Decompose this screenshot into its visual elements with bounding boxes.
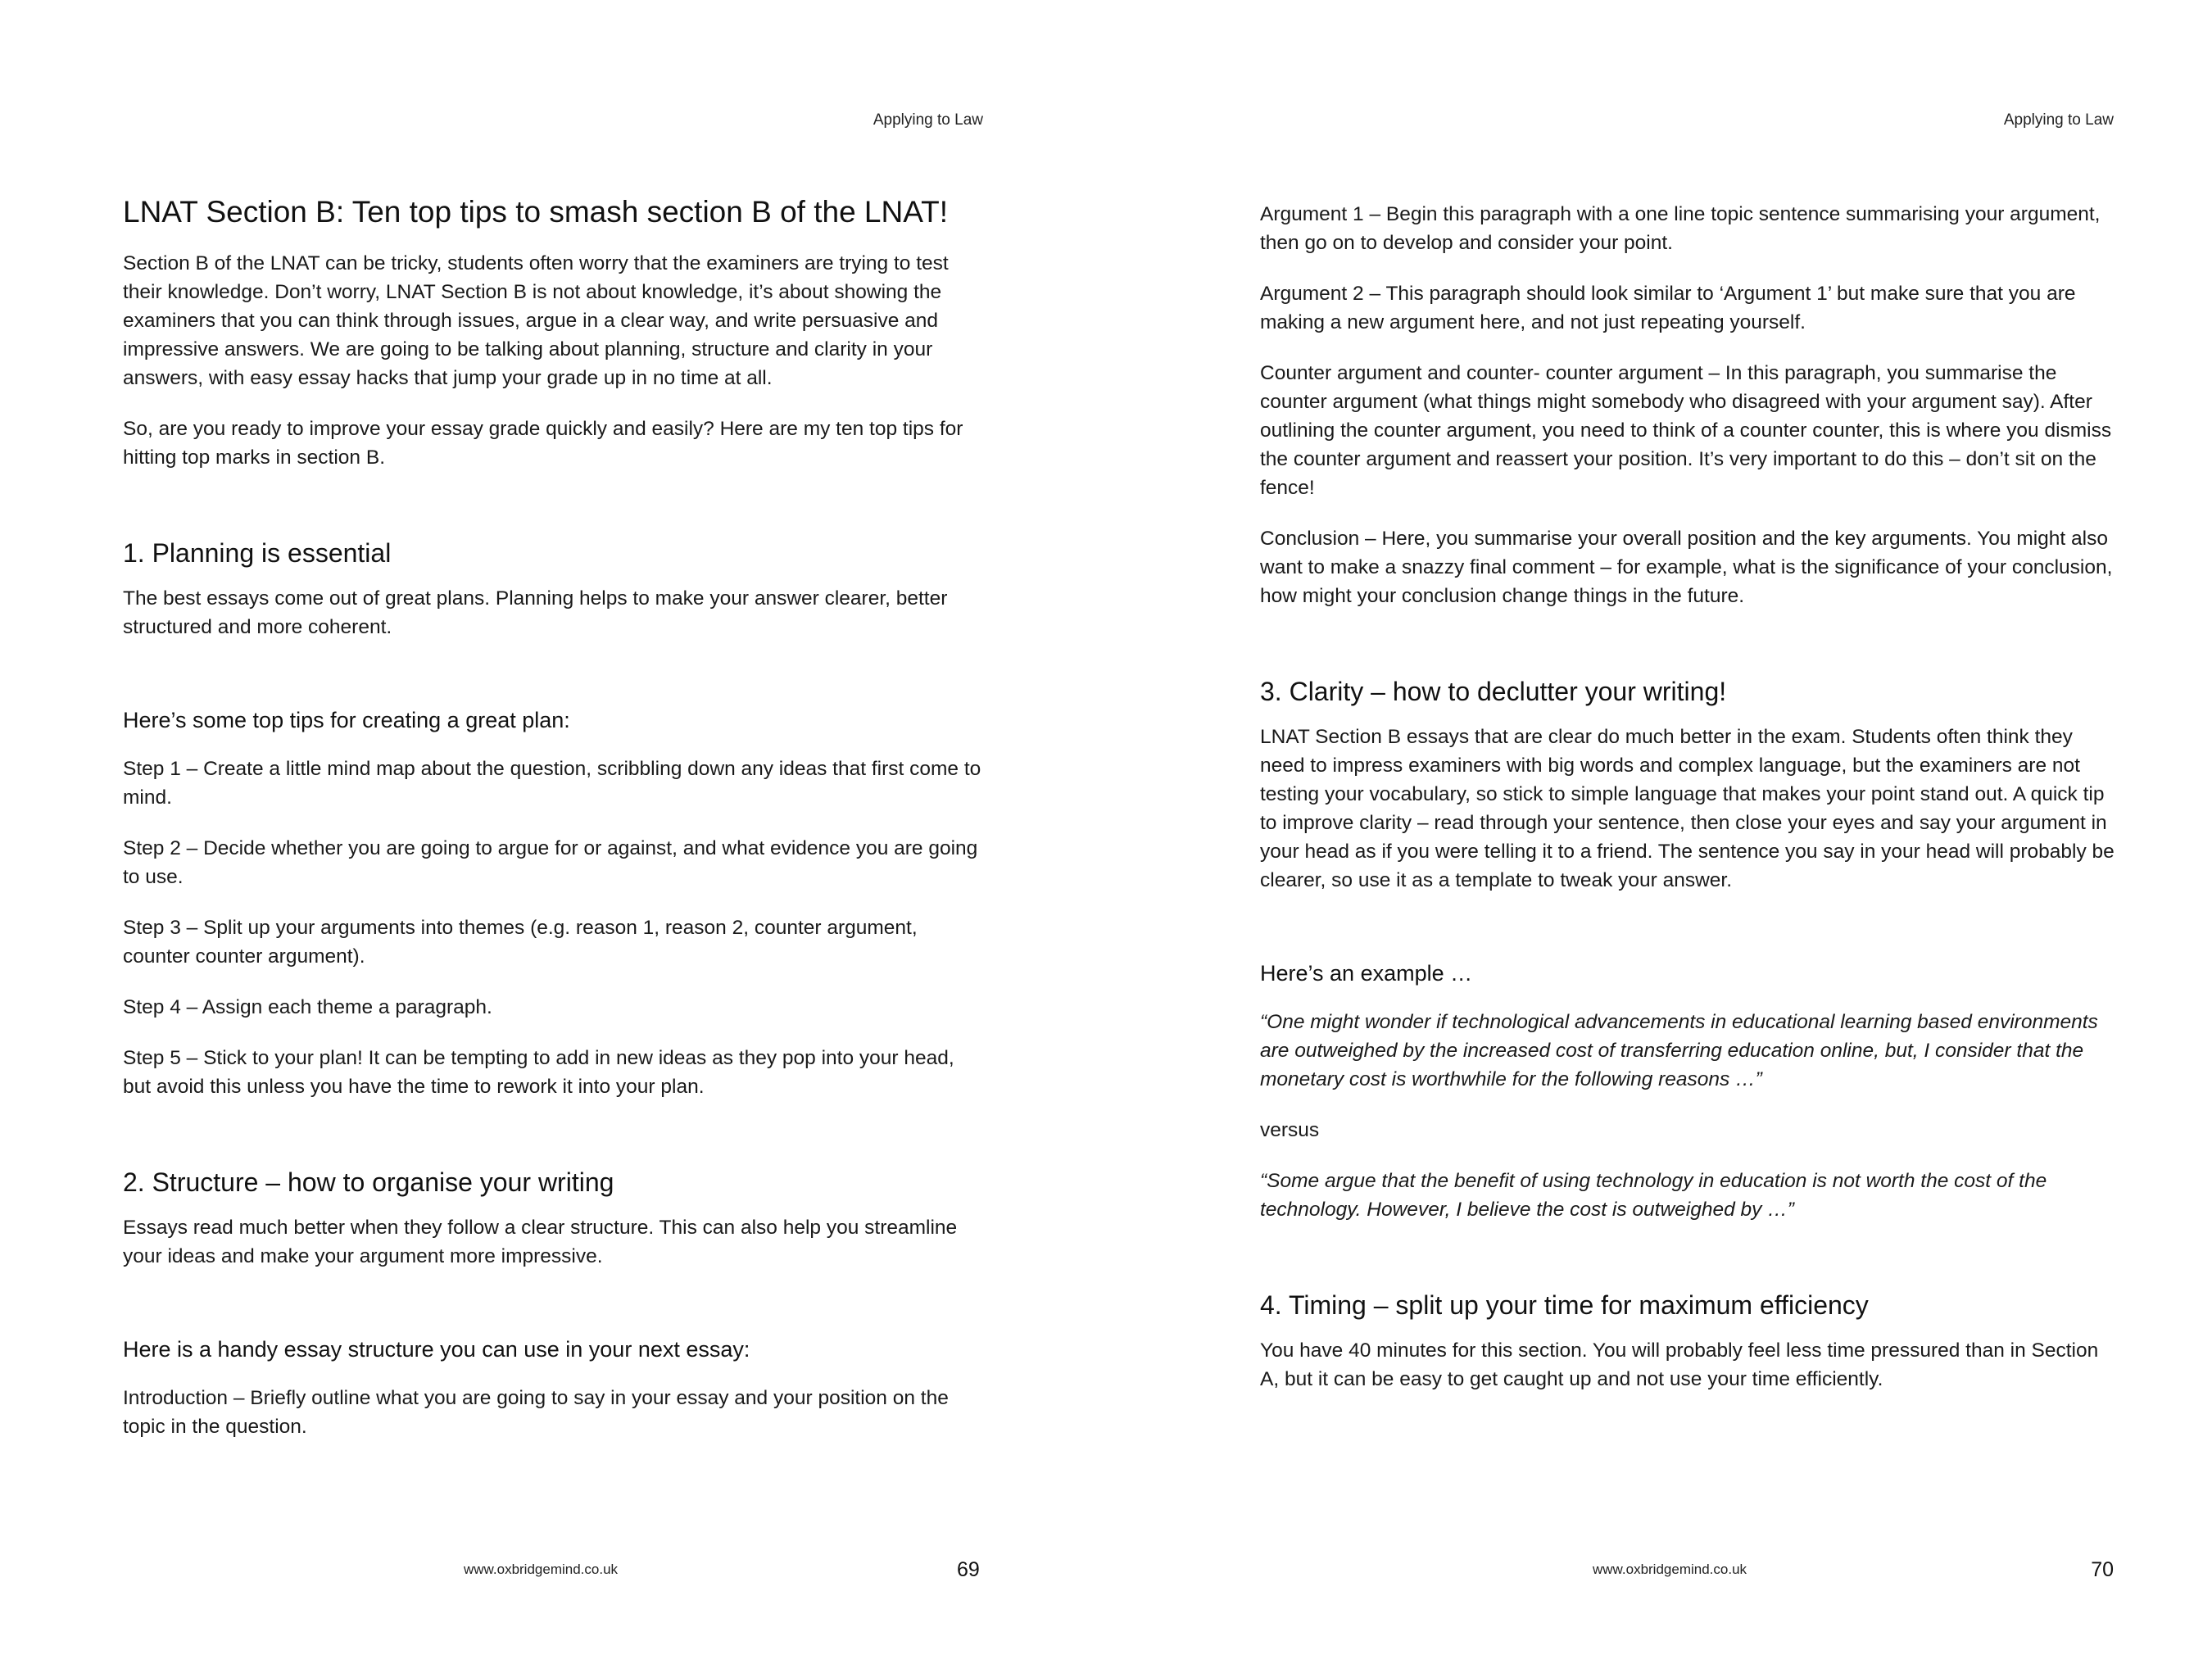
tip-2-heading: 2. Structure – how to organise your writing bbox=[123, 1167, 614, 1198]
structure-argument-1: Argument 1 – Begin this paragraph with a one line topic sentence summarising your argument, then go on to develop and consider your point. bbox=[1260, 203, 2101, 254]
step-1: Step 1 – Create a little mind map about the question, scribbling down any ideas that first come to mind. bbox=[123, 758, 981, 809]
tip-1-paragraph: The best essays come out of great plans. Planning helps to make your answer clearer, better structured and more coherent. bbox=[123, 587, 948, 639]
step-4: Step 4 – Assign each theme a paragraph. bbox=[123, 996, 492, 1019]
page-number: 69 bbox=[957, 1558, 980, 1581]
right-page bbox=[1106, 0, 2212, 1659]
tip-1-subheading: Here’s some top tips for creating a great plan: bbox=[123, 708, 570, 733]
example-quote-2-text: “Some argue that the benefit of using technology in education is not worth the cost of the technology. However, I believe the cost is outweighed by …” bbox=[1260, 1170, 2047, 1222]
intro-paragraph-1: Section B of the LNAT can be tricky, students often worry that the examiners are trying to test their knowledge. Don’t worry, LNAT Section B is not about knowledge, it’s about showing the examiners that you can think through issues, argue in a clear way, and write persuasive and impressive answers. We are going to be talking about planning, structure and clarity in your answers, with easy essay hacks that jump your grade up in no time at all. bbox=[123, 252, 949, 390]
intro-paragraph-2: So, are you ready to improve your essay grade quickly and easily? Here are my ten top tips for hitting top marks in section B. bbox=[123, 418, 963, 469]
left-page-content bbox=[123, 193, 983, 1463]
tip-3-heading: 3. Clarity – how to declutter your writing! bbox=[1260, 677, 1727, 706]
right-page-content bbox=[1260, 200, 2120, 1416]
example-heading: Here’s an example … bbox=[1260, 961, 1473, 986]
tip-4-heading: 4. Timing – split up your time for maximum efficiency bbox=[1260, 1290, 1869, 1321]
footer-url: www.oxbridgemind.co.uk bbox=[464, 1562, 619, 1577]
tip-2-paragraph: Essays read much better when they follow a clear structure. This can also help you streamline your ideas and make your argument more impressive. bbox=[123, 1217, 958, 1268]
page-title: LNAT Section B: Ten top tips to smash section B of the LNAT! bbox=[123, 195, 949, 229]
step-2: Step 2 – Decide whether you are going to argue for or against, and what evidence you are going to use. bbox=[123, 837, 978, 889]
structure-counter-argument: Counter argument and counter- counter argument – In this paragraph, you summarise the counter argument (what things might somebody who disagreed with your argument say). After outlining the counter argument, you need to think of a counter counter, this is where you dismiss the counter argument and reassert your position. It’s very important to do this – don’t sit on the fence! bbox=[1260, 362, 2112, 499]
step-5: Step 5 – Stick to your plan! It can be tempting to add in new ideas as they pop into your head, but avoid this unless you have the time to rework it into your plan. bbox=[123, 1047, 954, 1099]
page-number: 70 bbox=[2091, 1558, 2114, 1581]
spacer bbox=[123, 664, 983, 706]
tip-1-heading: 1. Planning is essential bbox=[123, 538, 392, 569]
example-quote-1 bbox=[1260, 1008, 2120, 1094]
tip-3-paragraph: LNAT Section B essays that are clear do much better in the exam. Students often think they need to impress examiners with big words and complex language, but the examiners are not testing your vocabulary, so stick to simple language that makes your point stand out. A quick tip to improve clarity – read through your sentence, then close your eyes and say your argument in your head as if you were telling it to a friend. The sentence you say in your head will probably be clearer, so use it as a template to tweak your answer. bbox=[1260, 726, 2115, 891]
spacer bbox=[123, 494, 983, 537]
structure-introduction: Introduction – Briefly outline what you are going to say in your essay and your position on the topic in the question. bbox=[123, 1387, 949, 1439]
step-3: Step 3 – Split up your arguments into themes (e.g. reason 1, reason 2, counter argument, counter counter argument). bbox=[123, 917, 918, 968]
example-quote-1-text: “One might wonder if technological advancements in educational learning based environments are outweighed by the increased cost of transferring education online, but, I consider that the monetary cost is worthwhile for the following reasons …” bbox=[1260, 1011, 2098, 1091]
versus-label: versus bbox=[1260, 1119, 1320, 1142]
structure-conclusion: Conclusion – Here, you summarise your overall position and the key arguments. You might also want to make a snazzy final comment – for example, what is the significance of your conclusion, how might your conclusion change things in the future. bbox=[1260, 528, 2113, 607]
running-head: Applying to Law bbox=[2003, 111, 2114, 129]
footer-url: www.oxbridgemind.co.uk bbox=[1593, 1562, 1747, 1577]
structure-argument-2: Argument 2 – This paragraph should look similar to ‘Argument 1’ but make sure that you are making a new argument here, and not just repeating yourself. bbox=[1260, 283, 2076, 333]
spacer bbox=[1260, 1246, 2120, 1289]
spacer bbox=[123, 1123, 983, 1166]
spacer bbox=[1260, 632, 2120, 675]
spacer bbox=[1260, 917, 2120, 959]
example-quote-2 bbox=[1260, 1167, 2120, 1224]
running-head: Applying to Law bbox=[873, 111, 983, 129]
tip-4-paragraph: You have 40 minutes for this section. You will probably feel less time pressured than in Section A, but it can be easy to get caught up and not use your time efficiently. bbox=[1260, 1339, 2099, 1391]
tip-2-subheading: Here is a handy essay structure you can use in your next essay: bbox=[123, 1337, 750, 1362]
spacer bbox=[123, 1293, 983, 1335]
